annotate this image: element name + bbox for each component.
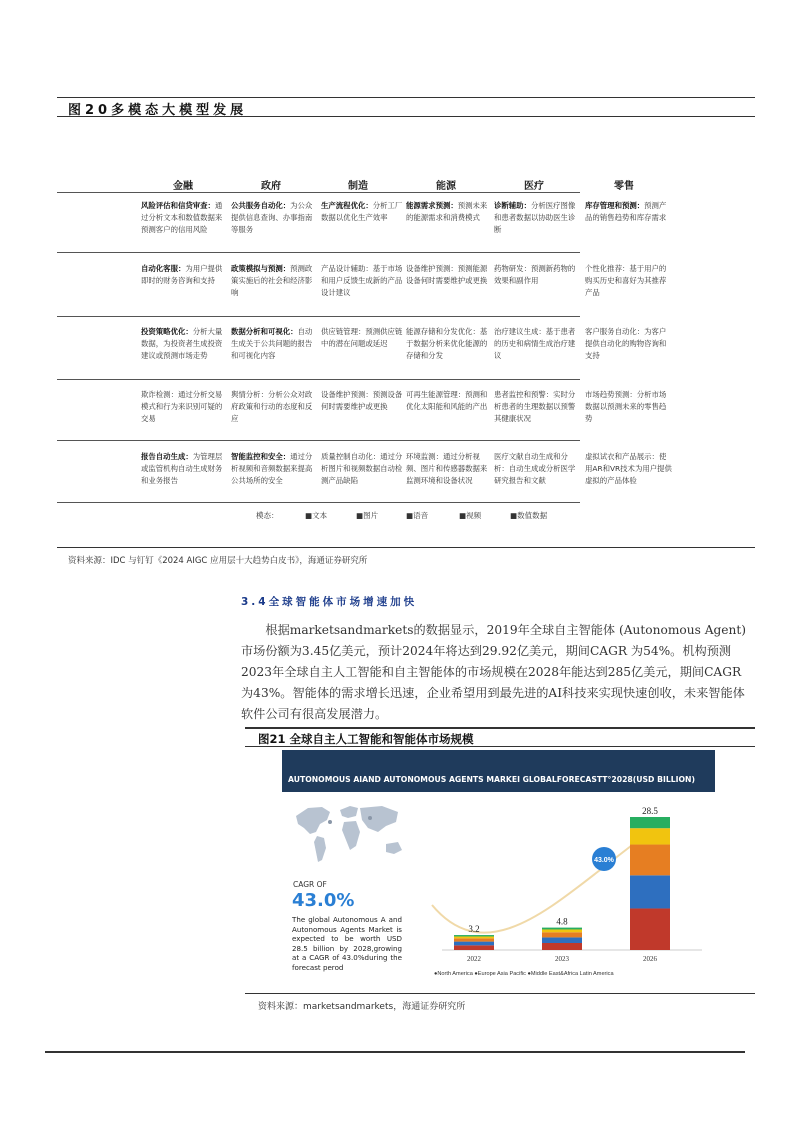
table-cell [321,326,409,350]
figure-20-title: 图20多模态大模型发展 [68,103,248,118]
bar-segment [542,937,582,943]
table-cell [585,451,673,487]
row-divider [57,502,580,503]
bar-segment [454,936,494,938]
table-cell [141,326,229,362]
top-rule [57,97,755,98]
table-cell [141,200,229,236]
column-header: 政府 [261,181,281,192]
table-bottom-rule [57,547,755,548]
figure-21-title: 图21 全球自主人工智能和智能体市场规模 [258,732,474,746]
bar-segment [630,845,670,876]
cell-heading: 政策模拟与预测： [231,264,291,273]
legend-item: ■视频 [459,511,482,520]
infographic-banner-text: AUTONOMOUS AIAND AUTONOMOUS AGENTS MARKEI GLOBALFORECASTT°2028(USD BILLION) [288,775,695,784]
table-cell [231,451,319,487]
category-label: 2026 [643,955,657,963]
cell-heading: 自动化客服： [141,264,186,273]
bar-segment [454,935,494,936]
cell-heading: 库存管理和预测： [585,201,645,210]
cell-text: 虚拟试衣和产品展示：使用AR和VR技术为用户提供虚拟的产品体验 [585,452,672,485]
figure-20-title-rule [57,116,755,117]
cell-text: 客户服务自动化：为客户提供自动化的购物咨询和支持 [585,327,667,360]
table-cell [231,326,319,362]
cell-text: 质量控制自动化：通过分析图片和视频数据自动检测产品缺陷 [321,452,403,485]
cell-heading: 风险评估和信贷审查： [141,201,215,210]
legend-text: 语音 [413,511,429,520]
legend-item: ■图片 [356,511,379,520]
cagr-label: CAGR OF [293,880,327,889]
bar-total-label: 4.8 [556,916,568,927]
cell-heading: 投资策略优化： [141,327,193,336]
table-cell [231,200,319,236]
row-divider [57,252,580,253]
footer-rule [45,1051,745,1053]
cell-heading: 数据分析和可视化： [231,327,298,336]
table-cell [585,389,673,425]
legend-item: ■数值数据 [510,511,548,520]
table-cell [321,263,409,299]
cell-text: 设备维护预测：预测能源设备何时需要维护或更换 [406,264,488,285]
legend-label: 模态： [256,511,279,520]
bar-segment [630,828,670,844]
bar-segment [454,945,494,950]
cell-text: 分析工厂数据以优化生产效率 [321,201,403,222]
table-cell [321,389,409,413]
cell-text: 为管理层或监管机构自动生成财务和业务报告 [141,452,223,485]
bar-total-label: 3.2 [468,924,480,935]
table-cell [494,263,582,287]
cell-text: 设备维护预测：预测设备何时需要维护或更换 [321,390,403,411]
table-cell [406,263,494,287]
legend-text: 文本 [312,511,328,520]
world-map-icon [290,798,410,873]
bar-total-label: 28.5 [642,806,658,816]
cell-text: 患者监控和预警：实时分析患者的生理数据以预警其健康状况 [494,390,576,423]
cell-text: 医疗文献自动生成和分析：自动生成或分析医学研究报告和文献 [494,452,576,485]
cell-text: 通过分析文本和数值数据来预测客户的信用风险 [141,201,223,234]
section-paragraph: 根据marketsandmarkets的数据显示，2019年全球自主智能体 (Autonomous Agent) 市场份额为3.45亿美元，预计2024年将达到29.92亿美元，期间CAGR 为54%。机构预测2023年全球自主人工智能和自主智能体的市场规模在2028年能达到285亿美元，期间CAGR 为43%。智能体的需求增长迅速，企业希望用到最先进的AI科技来实现快速创收，未来智能体软件公司有很高发展潜力。 [241,623,747,721]
table-cell [231,263,319,299]
table-cell [406,326,494,362]
table-cell [141,389,229,425]
figure-21-bottom-rule [245,993,755,994]
chart-legend: ●North America ●Europe Asia Pacific ●Middle East&Africa Latin America [434,971,614,977]
column-header: 制造 [348,181,368,192]
cagr-annotation: 43.0% [594,857,614,864]
cell-text: 治疗建议生成：基于患者的历史和病情生成治疗建议 [494,327,576,360]
bar-segment [454,942,494,946]
table-cell [406,200,494,224]
table-cell [321,451,409,487]
table-cell [494,326,582,362]
market-description: The global Autonomous A and Autonomous Agents Market is expected to be worth USD 28.5 billion by 2028,growing at a CAGR of 43.0%during the forecast perod [292,915,402,972]
section-title: 3.4全球智能体市场增速加快 [241,596,418,608]
cell-text: 为公众提供信息查询、办事指南等服务 [231,201,313,234]
category-label: 2022 [467,955,481,963]
bar-segment [542,943,582,950]
cell-text: 市场趋势预测：分析市场数据以预测未来的零售趋势 [585,390,667,423]
cell-text: 通过分析视频和音频数据来提高公共场所的安全 [231,452,313,485]
cagr-value: 43.0% [292,890,355,911]
legend-item: ■文本 [305,511,328,520]
bar-segment [542,929,582,932]
bar-segment [630,875,670,908]
figure-21-top-rule [245,727,755,729]
bar-segment [630,908,670,950]
bar-segment [542,932,582,937]
cell-heading: 诊断辅助： [494,201,531,210]
figure-21-title-rule [245,746,755,747]
growth-curve [432,835,647,933]
row-divider [57,440,580,441]
table-cell [494,200,582,236]
cell-text: 预测产品的销售趋势和库存需求 [585,201,667,222]
cell-text: 分析大量数据，为投资者生成投资建议或预测市场走势 [141,327,223,360]
cell-text: 产品设计辅助：基于市场和用户反馈生成新的产品设计建议 [321,264,403,297]
category-label: 2023 [555,955,569,963]
figure-21-source: 资料来源：marketsandmarkets，海通证券研究所 [258,1002,466,1012]
table-cell [231,389,319,425]
cell-text: 供应链管理：预测供应链中的潜在问题或延迟 [321,327,403,348]
table-cell [585,326,673,362]
legend-item: ■语音 [406,511,429,520]
table-cell [141,263,229,287]
bar-segment [542,928,582,930]
cell-heading: 报告自动生成： [141,452,193,461]
cell-text: 环境监测：通过分析视频、图片和传感器数据来监测环境和设备状况 [406,452,488,485]
cell-text: 可再生能源管理：预测和优化太阳能和风能的产出 [406,390,488,411]
table-cell [585,263,673,299]
legend-text: 视频 [466,511,482,520]
cell-text: 欺诈检测：通过分析交易模式和行为来识别可疑的交易 [141,390,223,423]
table-cell [585,200,673,224]
cell-text: 能源存储和分发优化：基于数据分析来优化能源的存储和分发 [406,327,488,360]
row-divider [57,379,580,380]
legend-text: 图片 [363,511,379,520]
row-divider [57,316,580,317]
bar-segment [454,938,494,941]
cell-text: 自动生成关于公共问题的报告和可视化内容 [231,327,313,360]
bar-segment [630,817,670,828]
market-size-chart [422,795,712,983]
cell-text: 分析医疗图像和患者数据以协助医生诊断 [494,201,576,234]
cell-text: 个性化推荐：基于用户的购买历史和喜好为其推荐产品 [585,264,667,297]
table-cell [494,451,582,487]
cell-heading: 生产流程优化： [321,201,373,210]
column-header: 零售 [614,181,634,192]
table-cell [321,200,409,224]
cell-text: 预测未来的能源需求和消费模式 [406,201,488,222]
cell-text: 为用户提供即时的财务咨询和支持 [141,264,223,285]
column-header: 医疗 [524,181,544,192]
table-cell [494,389,582,425]
cell-text: 药物研发：预测新药物的效果和副作用 [494,264,576,285]
cell-text: 舆情分析：分析公众对政府政策和行动的态度和反应 [231,390,313,423]
cell-text: 预测政策实施后的社会和经济影响 [231,264,313,297]
table-cell [406,451,494,487]
cell-heading: 能源需求预测： [406,201,458,210]
infographic-banner [282,750,715,792]
column-header: 金融 [173,181,193,192]
table-cell [406,389,494,413]
row-divider [57,192,580,193]
table-cell [141,451,229,487]
column-header: 能源 [436,181,456,192]
figure-20-source: 资料来源：IDC 与钉钉《2024 AIGC 应用层十大趋势白皮书》，海通证券研究所 [68,556,368,566]
market-infographic [282,750,715,985]
legend-text: 数值数据 [517,511,548,520]
cell-heading: 智能监控和安全： [231,452,291,461]
cell-heading: 公共服务自动化： [231,201,291,210]
